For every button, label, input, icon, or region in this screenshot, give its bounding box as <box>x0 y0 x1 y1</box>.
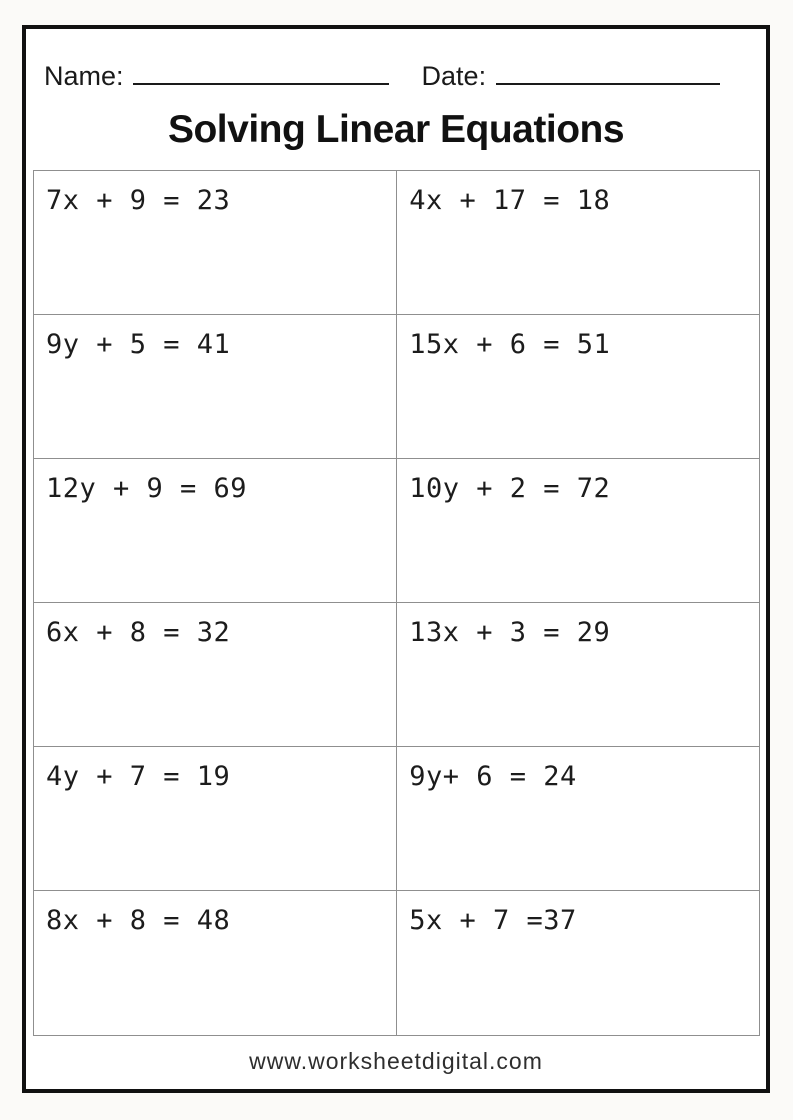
equation-cell <box>397 459 759 603</box>
equation-text: 13x + 3 = 29 <box>409 617 611 648</box>
equation-text: 6x + 8 = 32 <box>46 617 231 648</box>
page-title: Solving Linear Equations <box>167 108 625 151</box>
equation-cell <box>34 459 397 603</box>
equation-cell <box>34 315 397 459</box>
equation-text: 5x + 7 =37 <box>409 905 577 936</box>
problems-grid <box>33 170 760 1036</box>
equation-text: 10y + 2 = 72 <box>409 473 611 504</box>
equation-cell <box>34 891 397 1035</box>
date-blank-line <box>496 61 720 85</box>
header <box>26 29 766 92</box>
equation-text: 9y + 5 = 41 <box>46 329 231 360</box>
equation-text: 4x + 17 = 18 <box>409 185 611 216</box>
equation-text: 9y+ 6 = 24 <box>409 761 577 792</box>
footer-url: www.worksheetdigital.com <box>249 1048 543 1074</box>
equation-text: 8x + 8 = 48 <box>46 905 231 936</box>
equation-cell <box>34 171 397 315</box>
equation-text: 12y + 9 = 69 <box>46 473 248 504</box>
equation-cell <box>397 891 759 1035</box>
equation-cell <box>34 747 397 891</box>
name-label: Name: <box>44 61 124 91</box>
equation-text: 15x + 6 = 51 <box>409 329 611 360</box>
equation-text: 7x + 9 = 23 <box>46 185 231 216</box>
date-label: Date: <box>421 61 487 91</box>
equation-cell <box>397 171 759 315</box>
worksheet-page <box>22 25 770 1093</box>
equation-cell <box>397 315 759 459</box>
equation-cell <box>34 603 397 747</box>
equation-text: 4y + 7 = 19 <box>46 761 231 792</box>
name-blank-line <box>133 61 389 85</box>
equation-cell <box>397 747 759 891</box>
equation-cell <box>397 603 759 747</box>
